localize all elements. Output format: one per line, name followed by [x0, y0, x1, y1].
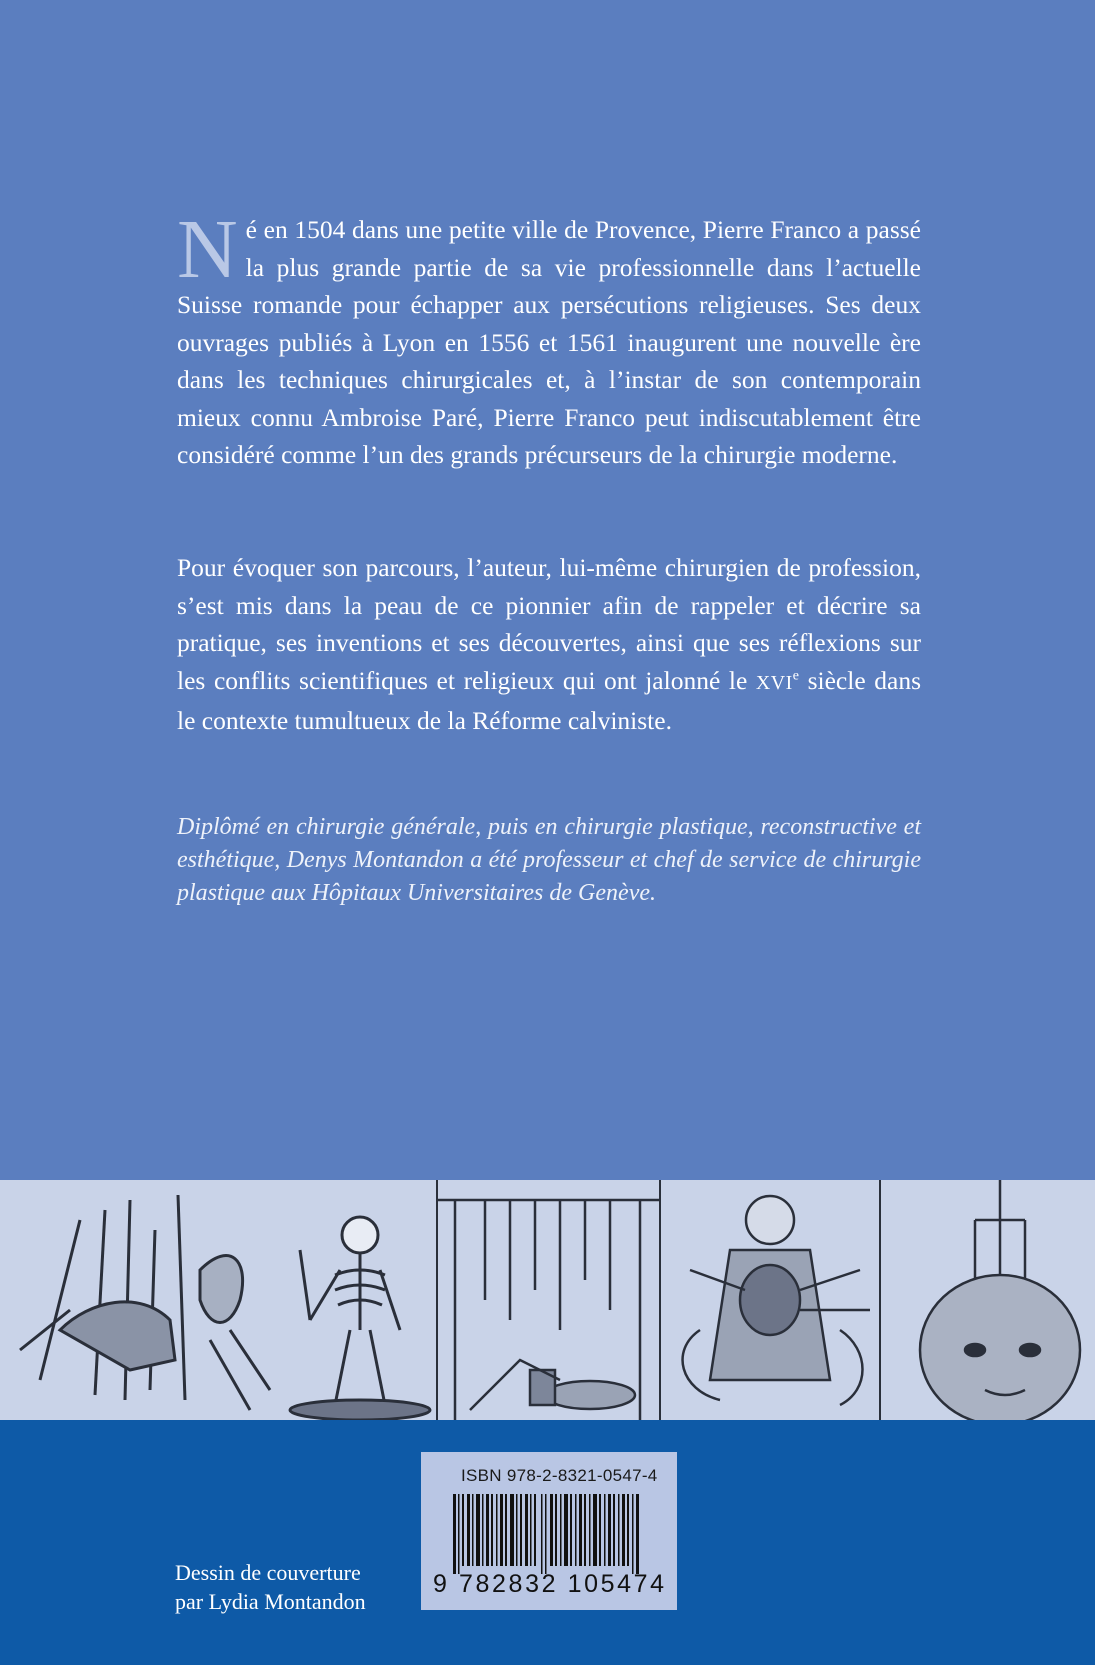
blurb-paragraph-1 — [177, 203, 921, 474]
blurb-paragraph-1-text: é en 1504 dans une petite ville de Provence, Pierre Franco a passé la plus grande partie de sa vie professionnelle dans l’actuelle Suisse romande pour échapper aux persécutions religieuses. Ses deux ouvrages publiés à Lyon en 1556 et 1561 inaugurent une nouvelle ère dans les techniques chirurgicales et, à l’instar de son contemporain mieux connu Ambroise Paré, Pierre Franco peut indiscutablement être considéré comme l’un des grands précurseurs de la chirurgie moderne. — [177, 215, 921, 469]
century-roman-numeral: XVI — [755, 671, 793, 694]
cover-credit-line-1: Dessin de couverture — [175, 1560, 361, 1585]
blurb-paragraph-2-text-a: Pour évoquer son parcours, l’auteur, lui-même chirurgien de profession, s’est mis dans la peau de ce pionnier afin de rappeler et décrire sa pratique, ses inventions et ses découvertes, ainsi que ses réflexions sur les conflits scientifiques et religieux qui ont jalonné le — [177, 553, 921, 695]
isbn-label: ISBN 978-2-8321-0547-4 — [461, 1466, 658, 1485]
cover-credit-line-2: par Lydia Montandon — [175, 1589, 366, 1614]
barcode-digits: 9 782832 105474 — [433, 1570, 667, 1598]
century-superscript: e — [792, 668, 799, 683]
blurb-paragraph-2-text-b: siècle dans le contexte tumultueux de la Réforme calviniste. — [177, 665, 922, 735]
drop-cap-letter: N — [177, 203, 238, 296]
woodcut-illustrations-image — [0, 1180, 1095, 1420]
author-bio: Diplômé en chirurgie générale, puis en chirurgie plastique, reconstructive et esthétique, Denys Montandon a été professeur et chef de service de chirurgie plastique aux Hôpitaux Universitaires de Genève. — [177, 814, 921, 906]
blurb-paragraph-2 — [177, 549, 921, 740]
illustration-strip — [0, 1180, 1095, 1420]
isbn-barcode — [421, 1452, 677, 1610]
cover-credit — [175, 1558, 366, 1616]
